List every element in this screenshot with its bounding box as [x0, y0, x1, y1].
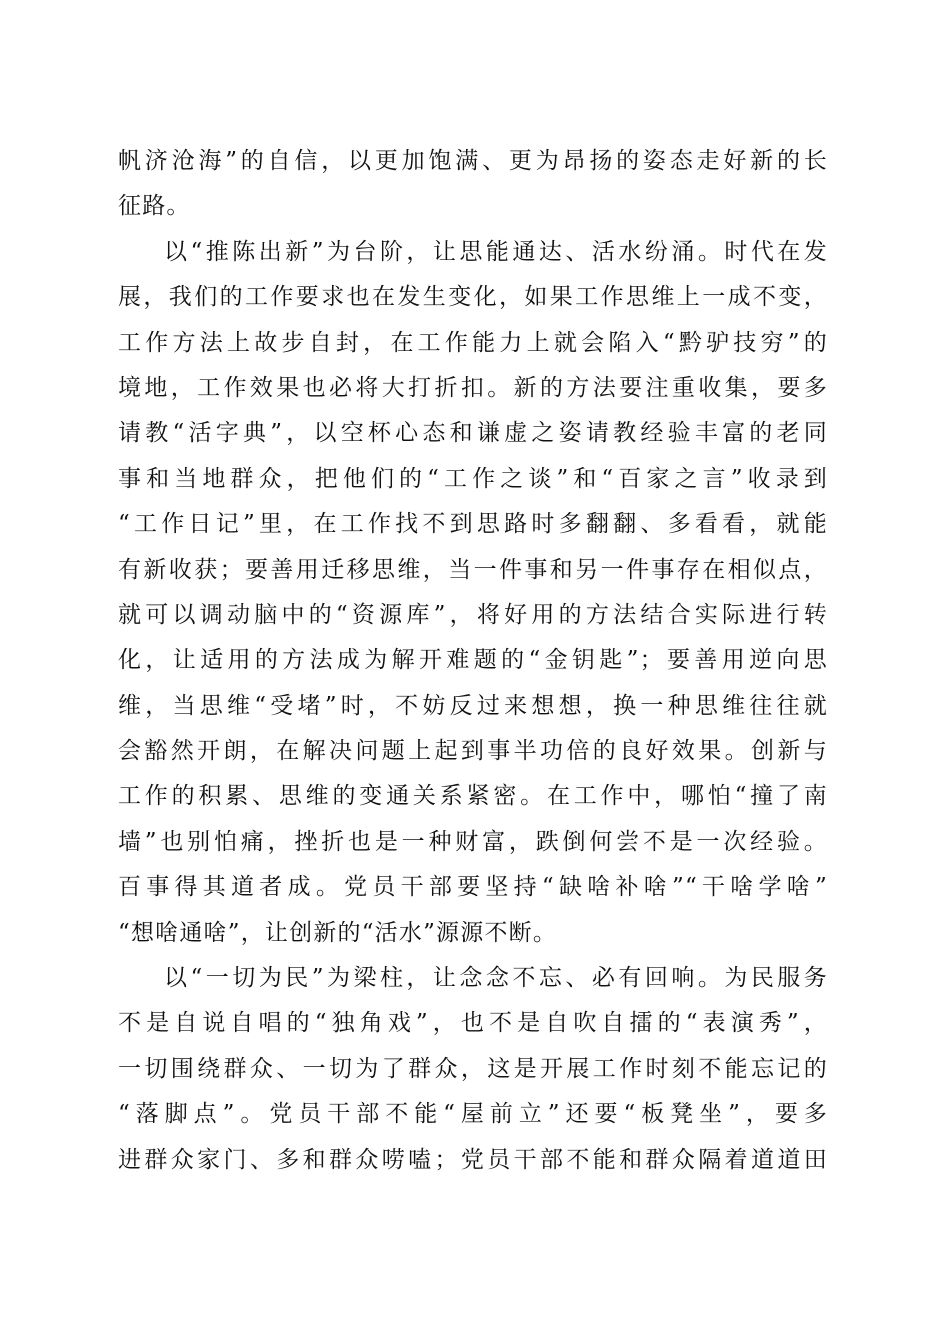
text-line: “工作日记”里，在工作找不到思路时多翻翻、多看看，就能	[118, 511, 828, 538]
paragraph-first-line: 以“一切为民”为梁柱，让念念不忘、必有回响。为民服务	[164, 965, 828, 992]
text-line: 百事得其道者成。党员干部要坚持“缺啥补啥”“干啥学啥”	[118, 874, 828, 901]
text-line: 帆济沧海”的自信，以更加饱满、更为昂扬的姿态走好新的长	[118, 148, 828, 174]
text-line: 展，我们的工作要求也在发生变化，如果工作思维上一成不变，	[118, 284, 828, 311]
text-line: 境地，工作效果也必将大打折扣。新的方法要注重收集，要多	[118, 374, 828, 401]
text-line: 有新收获；要善用迁移思维，当一件事和另一件事存在相似点，	[118, 556, 828, 583]
text-line: 不是自说自唱的“独角戏”，也不是自吹自擂的“表演秀”，	[118, 1010, 828, 1037]
paragraph-first-line: 以“推陈出新”为台阶，让思能通达、活水纷涌。时代在发	[164, 238, 828, 265]
body-text	[118, 139, 828, 1183]
text-line: 工作方法上故步自封，在工作能力上就会陷入“黔驴技穷”的	[118, 329, 828, 356]
text-line: “想啥通啥”，让创新的“活水”源源不断。	[118, 919, 558, 946]
text-line: 事和当地群众，把他们的“工作之谈”和“百家之言”收录到	[118, 465, 828, 492]
text-line: 维，当思维“受堵”时，不妨反过来想想，换一种思维往往就	[118, 692, 828, 719]
text-line: 工作的积累、思维的变通关系紧密。在工作中，哪怕“撞了南	[118, 783, 828, 810]
text-line: 征路。	[118, 193, 191, 220]
text-line: “落脚点”。党员干部不能“屋前立”还要“板凳坐”，要多	[118, 1101, 828, 1128]
text-line: 会豁然开朗，在解决问题上起到事半功倍的良好效果。创新与	[118, 738, 828, 765]
text-line: 墙”也别怕痛，挫折也是一种财富，跌倒何尝不是一次经验。	[118, 828, 828, 855]
text-line: 请教“活字典”，以空杯心态和谦虚之姿请教经验丰富的老同	[118, 420, 828, 447]
text-line: 一切围绕群众、一切为了群众，这是开展工作时刻不能忘记的	[118, 1055, 828, 1082]
text-line: 进群众家门、多和群众唠嗑；党员干部不能和群众隔着道道田	[118, 1146, 828, 1173]
text-line: 就可以调动脑中的“资源库”，将好用的方法结合实际进行转	[118, 601, 828, 628]
text-line: 化，让适用的方法成为解开难题的“金钥匙”；要善用逆向思	[118, 647, 828, 674]
